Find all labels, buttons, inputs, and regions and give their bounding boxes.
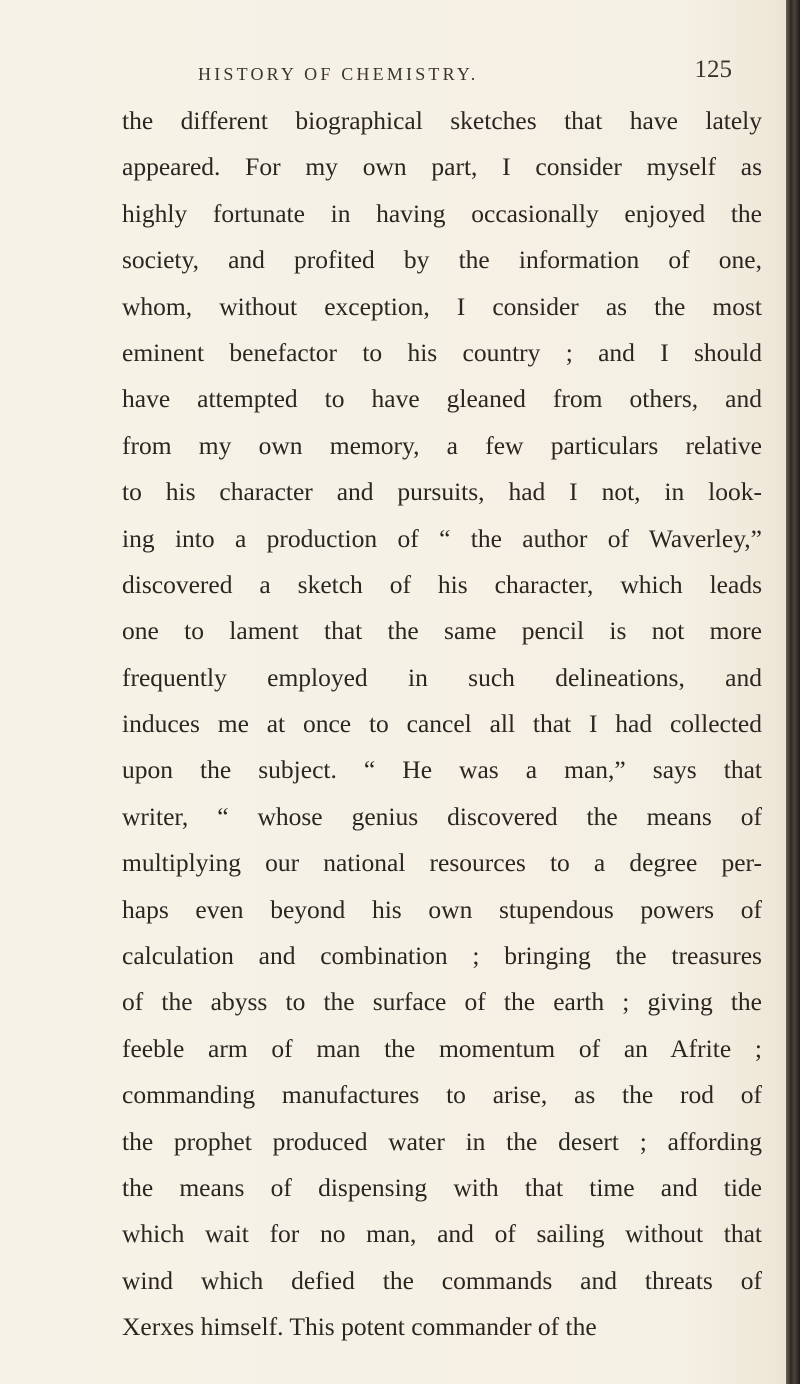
text-line: discovered a sketch of his character, which leads: [122, 569, 762, 599]
text-line: from my own memory, a few particulars relative: [122, 430, 762, 460]
text-line: calculation and combination ; bringing the treasures: [122, 941, 762, 971]
text-line: of the abyss to the surface of the earth ; giving the: [122, 987, 762, 1017]
text-line: haps even beyond his own stupendous powers of: [122, 894, 762, 924]
text-line: which wait for no man, and of sailing without that: [122, 1219, 762, 1249]
running-title: HISTORY OF CHEMISTRY.: [198, 64, 479, 84]
text-line: highly fortunate in having occasionally enjoyed the: [122, 198, 762, 228]
text-line: Xerxes himself. This potent commander of the: [122, 1312, 597, 1342]
text-line: eminent benefactor to his country ; and I should: [122, 337, 762, 367]
text-line: feeble arm of man the momentum of an Afrite ;: [122, 1033, 762, 1063]
text-line: appeared. For my own part, I consider myself as: [122, 152, 762, 182]
text-line: writer, “ whose genius discovered the means of: [122, 801, 762, 831]
page-number: 125: [694, 56, 732, 83]
text-line: commanding manufactures to arise, as the rod of: [122, 1080, 762, 1110]
text-line: ing into a production of “ the author of Waverley,”: [122, 523, 762, 553]
text-line: one to lament that the same pencil is not more: [122, 616, 762, 646]
text-line: the different biographical sketches that have lately: [122, 106, 762, 135]
page-binding-edge: [786, 0, 800, 1384]
text-line: multiplying our national resources to a degree per-: [122, 848, 762, 878]
text-line: wind which defied the commands and threats of: [122, 1265, 762, 1295]
page-header: [128, 56, 760, 96]
text-line: induces me at once to cancel all that I had collected: [122, 709, 762, 739]
text-line: upon the subject. “ He was a man,” says that: [122, 755, 762, 785]
text-line: have attempted to have gleaned from others, and: [122, 384, 762, 414]
text-line: whom, without exception, I consider as the most: [122, 291, 762, 321]
text-line: society, and profited by the information of one,: [122, 245, 762, 275]
body-text: [122, 98, 762, 1351]
text-line: frequently employed in such delineations, and: [122, 662, 762, 692]
text-line: to his character and pursuits, had I not, in look-: [122, 477, 762, 507]
text-line: the means of dispensing with that time and tide: [122, 1172, 762, 1202]
text-line: the prophet produced water in the desert ; affording: [122, 1126, 762, 1156]
